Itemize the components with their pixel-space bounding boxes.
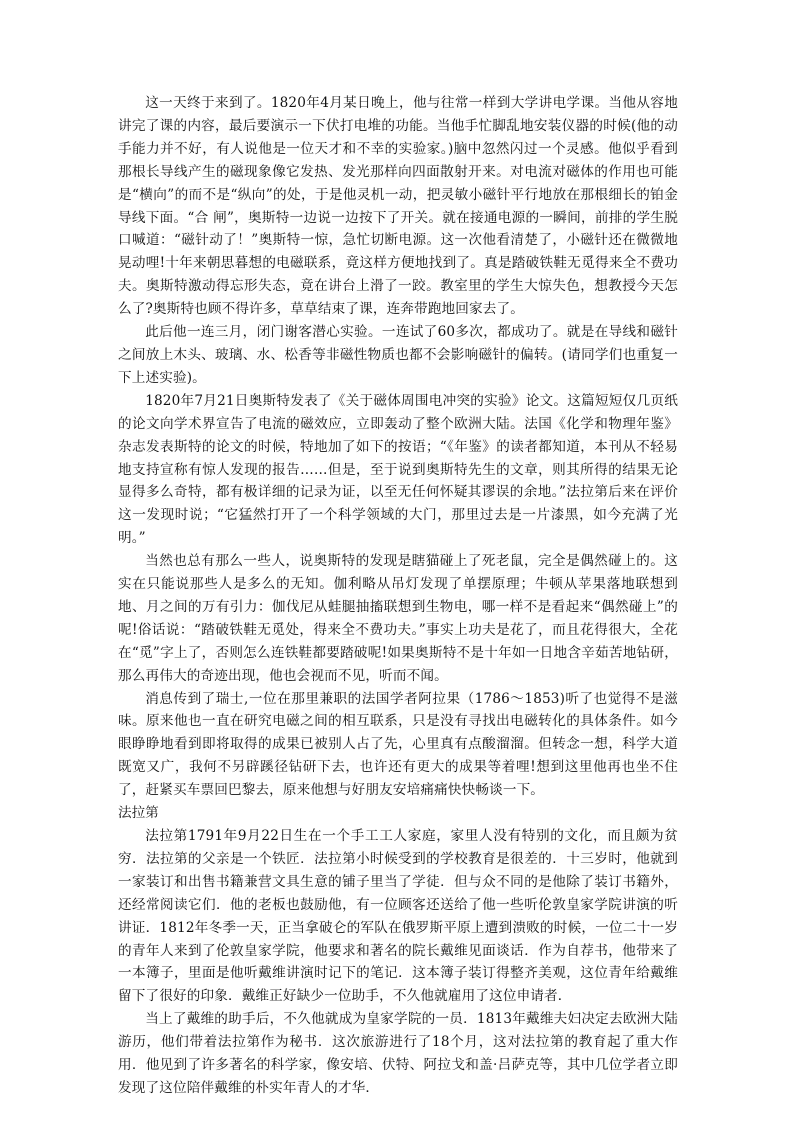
paragraph-faraday-early-life: 法拉第1791年9月22日生在一个手工工人家庭，家里人没有特别的文化，而且颇为贫穷．法拉第的父亲是一个铁匠．法拉第小时候受到的学校教育是很差的．十三岁时，他就到一家装订和出售书籍兼营文具生意的铺子里当了学徒．但与众不同的是他除了装订书籍外，还经常阅读它们．他的老板也鼓励他，有一位顾客还送给了他一些听伦敦皇家学院讲演的听讲证．1812年冬季一天，正当拿破仑的军队在俄罗斯平原上遭到溃败的时候，一位二十一岁的青年人来到了伦敦皇家学院，他要求和著名的院长戴维见面谈话．作为自荐书，他带来了一本簿子，里面是他听戴维讲演时记下的笔记．这本簿子装订得整齐美观，这位青年给戴维留下了很好的印象．戴维正好缺少一位助手，不久他就雇用了这位申请者．: [118, 828, 678, 1005]
paragraph-not-accidental: 当然也总有那么一些人，说奥斯特的发现是瞎猫碰上了死老鼠，完全是偶然碰上的。这实在只能说那些人是多么的无知。伽利略从吊灯发现了单摆原理；牛顿从苹果落地联想到地、月之间的万有引力：伽伐尼从蛙腿抽搐联想到生物电，哪一样不是看起来“偶然碰上”的呢!俗话说：“踏破铁鞋无觅处，得来全不费功夫。”事实上功夫是花了，而且花得很大，全花在“觅”字上了，否则怎么连铁鞋都要踏破呢!如果奥斯特不是十年如一日地含辛茹苦地钻研，那么再伟大的奇迹出现，他也会视而不见，听而不闻。: [118, 553, 678, 684]
document-page: [118, 92, 678, 1100]
paragraph-oersted-discovery: 这一天终于来到了。1820年4月某日晚上，他与往常一样到大学讲电学课。当他从容地讲完了课的内容，最后要演示一下伏打电堆的功能。当他手忙脚乱地安装仪器的时候(他的动手能力并不好，有人说他是一位天才和不幸的实验家。)脑中忽然闪过一个灵感。他似乎看到那根长导线产生的磁现象像它发热、发光那样向四面散射开来。对电流对磁体的作用也可能是“横向”的而不是“纵向”的处，于是他灵机一动，把灵敏小磁针平行地放在那根细长的铂金导线下面。“合 闸”，奥斯特一边说一边按下了开关。就在接通电源的一瞬间，前排的学生脱口喊道：“磁针动了！”奥斯特一惊，急忙切断电源。这一次他看清楚了，小磁针还在微微地晃动哩!十年来朝思暮想的电磁联系，竟这样方便地找到了。真是踏破铁鞋无觅得来全不费功夫。奥斯特激动得忘形失态，竟在讲台上滑了一跤。教室里的学生大惊失色，想教授今天怎么了?奥斯特也顾不得许多，草草结束了课，连奔带跑地回家去了。: [118, 95, 679, 318]
paragraph-paper-publication: 1820年7月21日奥斯特发表了《关于磁体周围电冲突的实验》论文。这篇短短仅几页纸的论文向学术界宣告了电流的磁效应，立即轰动了整个欧洲大陆。法国《化学和物理年鉴》杂志发表斯特的论文的时候，特地加了如下的按语；“《年鉴》的读者都知道，本刊从不轻易地支持宣称有惊人发现的报告……但是，至于说到奥斯特先生的文章，则其所得的结果无论显得多么奇特，都有极详细的记录为证，以至无任何怀疑其谬误的余地。”法拉第后来在评价这一发现时说；“它猛然打开了一个科学领域的大门，那里过去是一片漆黑，如今充满了光明。”: [118, 392, 678, 547]
section-heading-faraday: 法拉第: [118, 805, 159, 822]
paragraph-arago: 消息传到了瑞士,一位在那里兼职的法国学者阿拉果（1786～1853)听了也觉得不是滋味。原来他也一直在研究电磁之间的相互联系，只是没有寻找出电磁转化的具体条件。如今眼睁睁地看到即将取得的成果已被别人占了先，心里真有点酸溜溜。但转念一想，科学大道既宽又广，我何不另辟蹊径钻研下去，也许还有更大的成果等着哩!想到这里他再也坐不住了，赶紧买车票回巴黎去，原来他想与好朋友安培痛痛快快畅谈一下。: [118, 690, 678, 799]
paragraph-three-months-experiments: 此后他一连三月，闭门谢客潜心实验。一连试了60多次，都成功了。就是在导线和磁针之间放上木头、玻璃、水、松香等非磁性物质也都不会影响磁针的偏转。(请同学们也重复一下上述实验)。: [118, 324, 678, 386]
paragraph-faraday-assistant: 当上了戴维的助手后，不久他就成为皇家学院的一员．1813年戴维夫妇决定去欧洲大陆游历，他们带着法拉第作为秘书．这次旅游进行了18个月，这对法拉第的教育起了重大作用．他见到了许多著名的科学家，像安培、伏特、阿拉戈和盖·吕萨克等，其中几位学者立即发现了这位陪伴戴维的朴实年青人的才华．: [118, 1011, 678, 1096]
